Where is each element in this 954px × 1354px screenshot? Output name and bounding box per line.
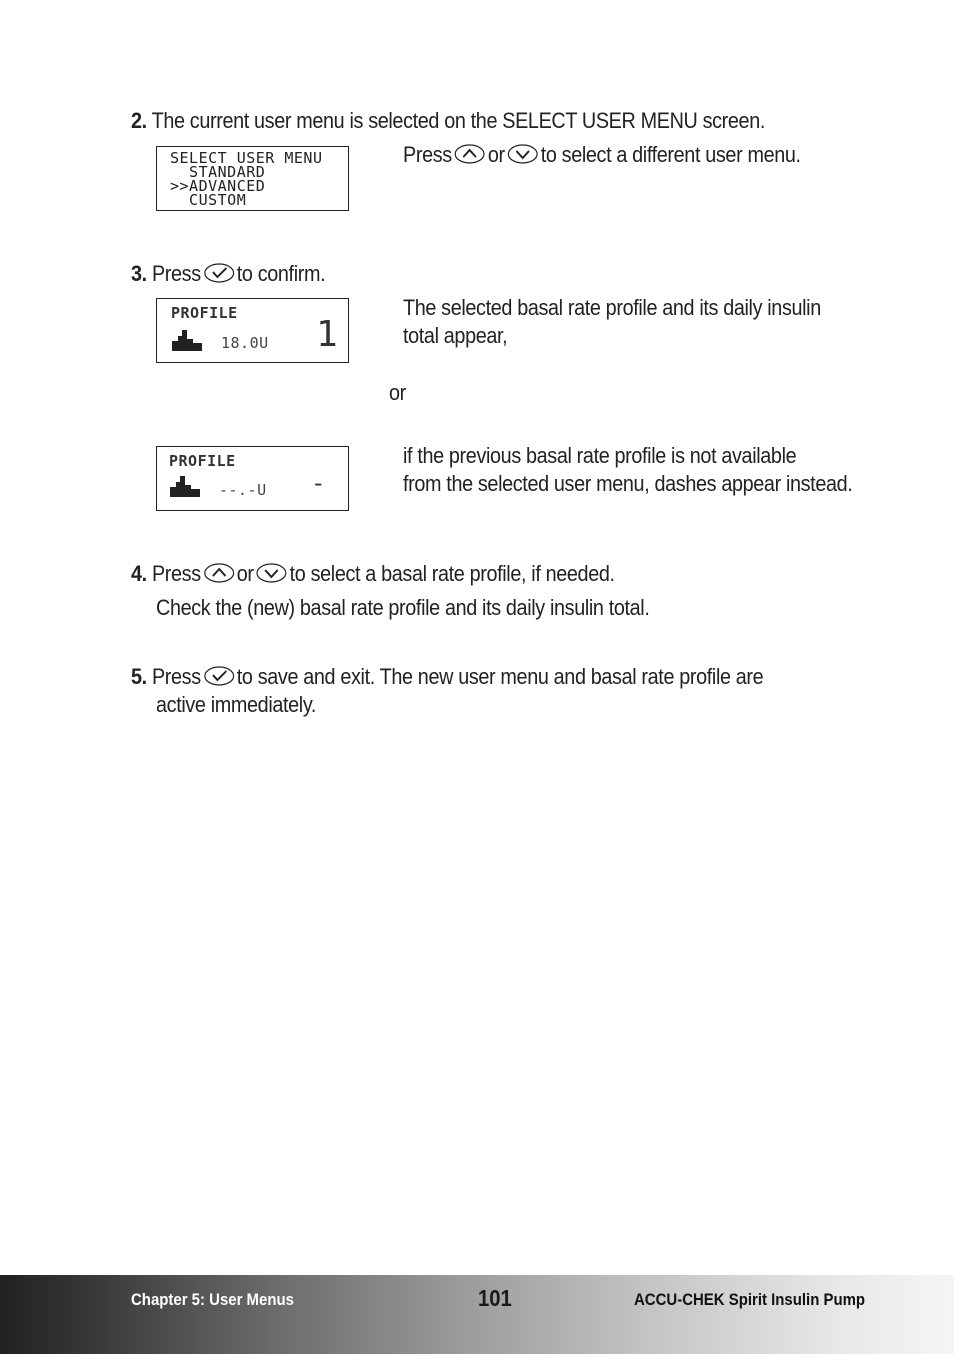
footer-chapter: Chapter 5: User Menus	[131, 1290, 294, 1309]
lcd-profile-unavailable	[156, 446, 349, 511]
step-2-instruction	[403, 141, 801, 169]
step-4-detail: Check the (new) basal rate profile and its daily insulin total.	[156, 595, 650, 620]
step-number: 2.	[131, 108, 147, 133]
lcd-profile-label: PROFILE	[171, 304, 238, 322]
desc-line: total appear,	[403, 323, 508, 348]
text: Press	[151, 561, 201, 586]
lcd-profile-available	[156, 298, 349, 363]
step-5-heading	[131, 663, 763, 691]
lcd-profile-label: PROFILE	[169, 452, 236, 470]
lcd-line: CUSTOM	[170, 191, 247, 209]
step-number: 3.	[131, 261, 147, 286]
step-text: The current user menu is selected on the SELECT USER MENU screen.	[151, 108, 766, 133]
up-button-icon	[203, 563, 234, 583]
desc-line: The selected basal rate profile and its daily insulin	[403, 295, 821, 320]
step-3-heading	[131, 260, 325, 288]
footer-product: ACCU-CHEK Spirit Insulin Pump	[634, 1290, 866, 1309]
step-number: 4.	[131, 561, 147, 586]
lcd-profile-number: 1	[316, 314, 339, 355]
up-button-icon	[455, 144, 486, 164]
step-4-heading	[131, 560, 615, 588]
or-text: or	[389, 380, 406, 405]
text: Press	[403, 142, 452, 167]
lcd-line: SELECT USER MENU	[170, 149, 323, 167]
text: Press	[151, 664, 201, 689]
step-5-detail: active immediately.	[156, 692, 317, 717]
lcd-profile-number: -	[311, 469, 326, 497]
step-2-heading	[131, 107, 765, 135]
basal-profile-graph-icon	[168, 475, 202, 497]
text: or	[487, 142, 505, 167]
page-number: 101	[478, 1285, 512, 1311]
text: or	[236, 561, 254, 586]
lcd-line: STANDARD	[170, 163, 266, 181]
text: to confirm.	[236, 261, 326, 286]
lcd-daily-total: 18.0U	[221, 334, 269, 352]
lcd-line: >>ADVANCED	[170, 177, 266, 195]
lcd-select-user-menu	[156, 146, 349, 211]
desc-line: from the selected user menu, dashes appear instead.	[403, 471, 853, 496]
down-button-icon	[507, 144, 538, 164]
ok-button-icon	[203, 666, 234, 686]
text: to save and exit. The new user menu and basal rate profile are	[236, 664, 764, 689]
text: to select a basal rate profile, if needed.	[289, 561, 615, 586]
desc-line: if the previous basal rate profile is not available	[403, 443, 797, 468]
down-button-icon	[256, 563, 287, 583]
step-number: 5.	[131, 664, 147, 689]
page-footer	[0, 1275, 954, 1354]
basal-profile-graph-icon	[170, 329, 204, 351]
ok-button-icon	[203, 263, 234, 283]
text: Press	[151, 261, 201, 286]
text: to select a different user menu.	[540, 142, 801, 167]
lcd-daily-total: --.-U	[219, 481, 267, 499]
